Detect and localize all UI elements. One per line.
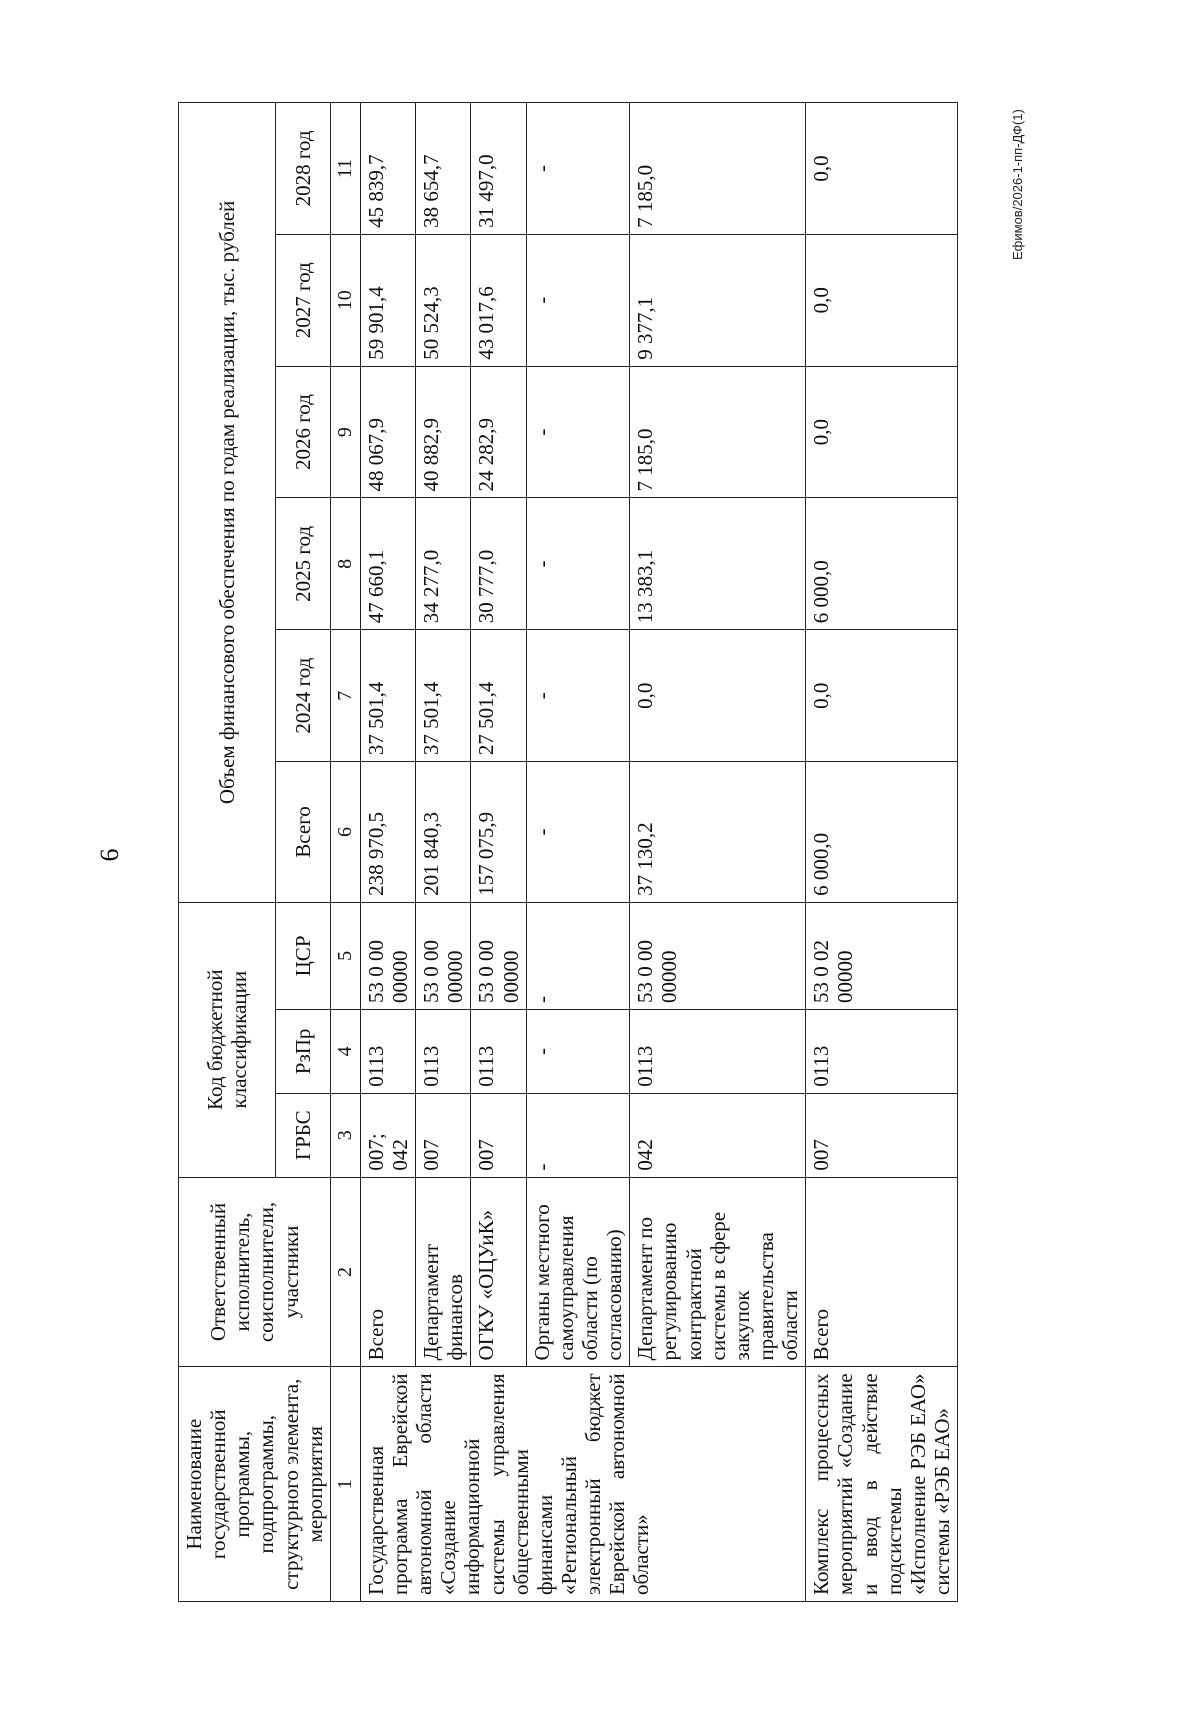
y2027-cell: 50 524,3 xyxy=(416,234,471,366)
y2027-cell: 9 377,1 xyxy=(630,234,806,366)
column-number: 5 xyxy=(330,902,360,1009)
table-row xyxy=(360,103,415,1602)
header-financing-group: Объем финансового обеспечения по годам реализации, тыс. рублей xyxy=(179,103,276,903)
y2028-cell: - xyxy=(526,103,630,235)
column-number: 7 xyxy=(330,630,360,762)
column-number: 6 xyxy=(330,762,360,903)
header-2028: 2028 год xyxy=(276,103,331,235)
column-number: 2 xyxy=(330,1177,360,1367)
header-rzpr: РзПр xyxy=(276,1010,331,1094)
y2028-cell: 38 654,7 xyxy=(416,103,471,235)
executor-cell: Органы местного самоуправления области (по согласованию) xyxy=(526,1177,630,1367)
y2028-cell: 0,0 xyxy=(806,103,958,235)
y2028-cell: 7 185,0 xyxy=(630,103,806,235)
y2026-cell: - xyxy=(526,366,630,498)
rzpr-cell: 0113 xyxy=(806,1010,958,1094)
csr-cell: 53 0 00 00000 xyxy=(416,902,471,1009)
header-kbk-group: Код бюджетной классификации xyxy=(179,902,276,1177)
column-number: 8 xyxy=(330,498,360,630)
grbs-cell: 042 xyxy=(630,1093,806,1177)
table-row xyxy=(806,103,958,1602)
column-number-row xyxy=(330,103,360,1602)
y2027-cell: 59 901,4 xyxy=(360,234,415,366)
csr-cell: 53 0 02 00000 xyxy=(806,902,958,1009)
executor-cell: ОГКУ «ОЦУиК» xyxy=(471,1177,526,1367)
column-number: 10 xyxy=(330,234,360,366)
csr-cell: 53 0 00 00000 xyxy=(471,902,526,1009)
y2025-cell: 34 277,0 xyxy=(416,498,471,630)
y2026-cell: 0,0 xyxy=(806,366,958,498)
header-2024: 2024 год xyxy=(276,630,331,762)
document-code: Ефимов/2026-1-пп-ДФ(1) xyxy=(1010,109,1025,260)
y2027-cell: 0,0 xyxy=(806,234,958,366)
grbs-cell: 007 xyxy=(416,1093,471,1177)
header-row-1 xyxy=(179,103,276,1602)
grbs-cell: - xyxy=(526,1093,630,1177)
header-total: Всего xyxy=(276,762,331,903)
y2025-cell: 13 383,1 xyxy=(630,498,806,630)
y2027-cell: 43 017,6 xyxy=(471,234,526,366)
grbs-cell: 007; 042 xyxy=(360,1093,415,1177)
y2026-cell: 40 882,9 xyxy=(416,366,471,498)
total-cell: 238 970,5 xyxy=(360,762,415,903)
rzpr-cell: 0113 xyxy=(630,1010,806,1094)
column-number: 3 xyxy=(330,1093,360,1177)
y2026-cell: 7 185,0 xyxy=(630,366,806,498)
executor-cell: Всего xyxy=(806,1177,958,1367)
header-2025: 2025 год xyxy=(276,498,331,630)
y2025-cell: 47 660,1 xyxy=(360,498,415,630)
executor-cell: Департамент финансов xyxy=(416,1177,471,1367)
y2025-cell: 6 000,0 xyxy=(806,498,958,630)
program-name: Государственная программа Еврейской автономной области «Создание информационной системы управления общественными финансами «Региональный электронный бюджет Еврейской автономной области» xyxy=(360,1367,805,1602)
page-number: 6 xyxy=(95,848,124,862)
y2025-cell: - xyxy=(526,498,630,630)
rotated-table-container xyxy=(178,102,1078,1602)
total-cell: 6 000,0 xyxy=(806,762,958,903)
grbs-cell: 007 xyxy=(806,1093,958,1177)
executor-cell: Всего xyxy=(360,1177,415,1367)
y2025-cell: 30 777,0 xyxy=(471,498,526,630)
total-cell: 37 130,2 xyxy=(630,762,806,903)
y2026-cell: 48 067,9 xyxy=(360,366,415,498)
y2024-cell: - xyxy=(526,630,630,762)
header-2027: 2027 год xyxy=(276,234,331,366)
total-cell: - xyxy=(526,762,630,903)
y2024-cell: 37 501,4 xyxy=(360,630,415,762)
y2028-cell: 31 497,0 xyxy=(471,103,526,235)
y2024-cell: 0,0 xyxy=(630,630,806,762)
executor-cell: Департамент по регулированию контрактной системы в сфере закупок правительства области xyxy=(630,1177,806,1367)
header-2026: 2026 год xyxy=(276,366,331,498)
y2028-cell: 45 839,7 xyxy=(360,103,415,235)
y2024-cell: 0,0 xyxy=(806,630,958,762)
y2027-cell: - xyxy=(526,234,630,366)
column-number: 4 xyxy=(330,1010,360,1094)
csr-cell: - xyxy=(526,902,630,1009)
grbs-cell: 007 xyxy=(471,1093,526,1177)
financing-table xyxy=(178,102,958,1602)
rzpr-cell: 0113 xyxy=(416,1010,471,1094)
column-number: 1 xyxy=(330,1367,360,1602)
header-executor: Ответственный исполнитель, соисполнители, участники xyxy=(179,1177,331,1367)
csr-cell: 53 0 00 00000 xyxy=(630,902,806,1009)
total-cell: 201 840,3 xyxy=(416,762,471,903)
rzpr-cell: - xyxy=(526,1010,630,1094)
y2024-cell: 27 501,4 xyxy=(471,630,526,762)
header-csr: ЦСР xyxy=(276,902,331,1009)
rzpr-cell: 0113 xyxy=(471,1010,526,1094)
column-number: 9 xyxy=(330,366,360,498)
total-cell: 157 075,9 xyxy=(471,762,526,903)
header-grbs: ГРБС xyxy=(276,1093,331,1177)
csr-cell: 53 0 00 00000 xyxy=(360,902,415,1009)
rzpr-cell: 0113 xyxy=(360,1010,415,1094)
complex-name: Комплекс процессных мероприятий «Создание и ввод в действие подсистемы «Исполнение РЭБ ЕАО» системы «РЭБ ЕАО» xyxy=(806,1367,958,1602)
y2026-cell: 24 282,9 xyxy=(471,366,526,498)
column-number: 11 xyxy=(330,103,360,235)
y2024-cell: 37 501,4 xyxy=(416,630,471,762)
header-name: Наименование государственной программы, подпрограммы, структурного элемента, мероприятия xyxy=(179,1367,331,1602)
